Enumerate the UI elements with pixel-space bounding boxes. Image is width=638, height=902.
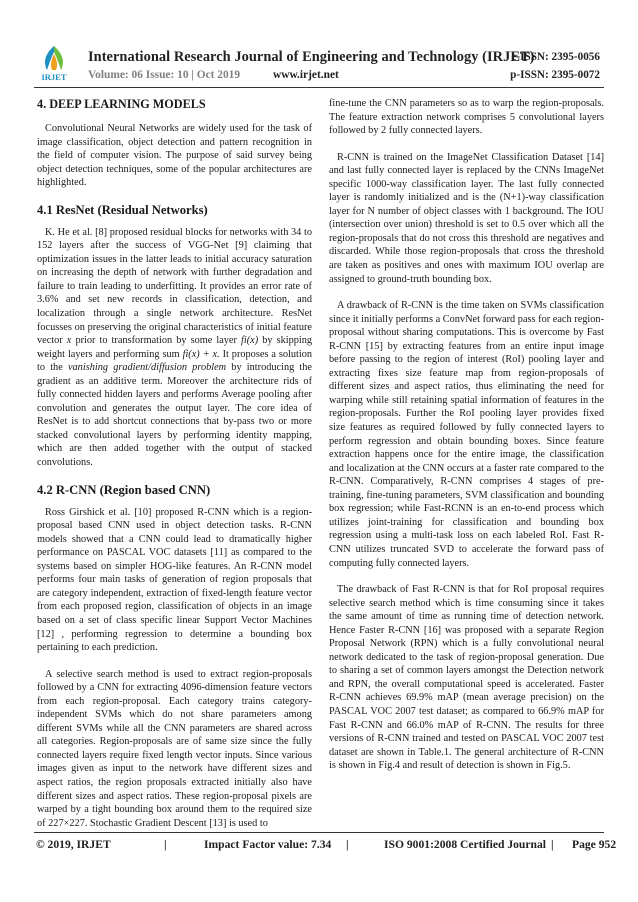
iso-certification: ISO 9001:2008 Certified Journal (384, 838, 546, 851)
impact-factor: Impact Factor value: 7.34 (204, 838, 332, 851)
footer-separator: | (164, 838, 167, 851)
page-header (0, 0, 638, 86)
fast-rcnn-paragraph: A drawback of R-CNN is the time taken on SVMs classification since it initially performs a ConvNet forward pass for each region-proposal without sharing computations. This is overcome by Fast R-CNN [15] by extracting features from an entire input image before passing to the region of interest (RoI) pooling layer and extracting fixes size feature map from region-proposals of different sizes and aspect ratios, thus eliminating the need for warping while still retaining spatial information of features in the region-proposals. Further the RoI pooling layer provides fixed size features as required followed by fully connected layers to perform regression and obtain bounding boxes. Since feature extraction happens once for the entire image, the classification and localization at the CNN occurs at a faster rate compared to the R-CNN. Comparatively, R-CNN comprises 4 stages of pre-training, fine-tuning parameters, SVM classification and bounding box regression; while Fast-RCNN is an en-to-end process which utilizes joint-training for classification and bounding box regression using a multi-task loss on each labeled RoI. Fast R-CNN utilizes truncated SVD to accelerate the forward pass of computing fully connected layers. (329, 300, 604, 569)
footer-separator: | (346, 838, 349, 851)
journal-title: International Research Journal of Engineering and Technology (IRJET) (88, 49, 535, 65)
footer-divider (34, 832, 604, 833)
volume-info: Volume: 06 Issue: 10 | Oct 2019 (88, 69, 241, 81)
intro-paragraph: Convolutional Neural Networks are widely used for the task of image classification, object detection and pattern recognition in the field of computer vision. The purpose of said survey being object detection techniques, some of the popular architectures are highlighted. (37, 123, 312, 189)
p-issn: p-ISSN: 2395-0072 (510, 69, 600, 81)
journal-website-link[interactable]: www.irjet.net (273, 69, 339, 81)
resnet-heading: 4.1 ResNet (Residual Networks) (37, 202, 208, 217)
footer-separator: | (551, 838, 554, 851)
faster-rcnn-paragraph: The drawback of Fast R-CNN is that for RoI proposal requires selective search method which is time consuming since it takes the same amount of time as running time of detection network. Hence Faster R-CNN [16] was proposed with a separate Region Proposal Network (RPN) which is a fully convolutional neural network dedicated to the task of region-proposal generation. Due to sharing a set of common layers amongst the Detection network and RPN, the overall computational speed is accelerated. Faster R-CNN achieves 69.9% mAP (mean average precision) on the PASCAL VOC 2007 test dataset; as compared to 66.9% mAP for Fast R-CNN and 66.0% mAP of R-CNN. The results for three versions of R-CNN trained and tested on PASCAL VOC 2007 test dataset are shown in Table.1. The general architecture of R-CNN is shown in Fig.4 and result of detection is shown in Fig.5. (329, 584, 604, 772)
page-footer (34, 838, 617, 856)
header-divider (34, 87, 604, 88)
rcnn-paragraph-2: A selective search method is used to extract region-proposals followed by a CNN for extracting 4096-dimension feature vectors from each region-proposal. Each category trains category-independent SVMs which do not share parameters among different SVMs while all the CNN parameters are shared across all categories. Region-proposals are of same size since the fully connected layers require fixed length vector inputs. Since various images given as input to the network have different sizes and aspect ratios, the region proposals extracted initially also have different sizes and aspect ratios. These region-proposal pixels are warped by a tight bounding box around them to the required size of 227×227. Stochastic Gradient Descent [13] is used to (37, 668, 312, 829)
resnet-paragraph: K. He et al. [8] proposed residual blocks for networks with 34 to 152 layers after the success of VGG-Net [9] claiming that optimization issues in the latter leads to initial accuracy saturation on increasing the depth of network with further degradation and failure to train leading to underfitting. It provides an error rate of 3.6% and set new records in classification, detection, and localization through a single network architecture. ResNet focusses on preserving the original characteristics of initial feature vector x prior to transformation by some layer fi(x) by skipping weight layers and performing sum fi(x) + x. It proposes a solution to the vanishing gradient/diffusion problem by introducing the gradient as an additive term. Moreover the architecture rids of fully connected hidden layers and performs Average pooling after convolution and generates the output layer. The core idea of ResNet is to add shortcut connections that by-pass two or more stacked convolutional layers by performing identity mapping, which are then added together with the output of stacked convolutions. (37, 226, 313, 469)
section-title: 4. DEEP LEARNING MODELS (37, 97, 206, 111)
rcnn-heading: 4.2 R-CNN (Region based CNN) (37, 482, 211, 497)
e-issn: e-ISSN: 2395-0056 (511, 51, 600, 63)
rcnn-paragraph-1: Ross Girshick et al. [10] proposed R-CNN which is a region-proposal based CNN used in object detection tasks. R-CNN models showed that a CNN could lead to dramatically higher performance on PASCAL VOC datasets [11] as compared to the systems based on simpler HOG-like features. An R-CNN model performs four main tasks of generation of region proposals that are category independent, extraction of fixed-length feature vector from each proposed region, classification of objects in an image based on a set of class specific linear Support Vector Machines [12] , performing regression to determine a bounding box pertaining to each prediction. (37, 506, 312, 654)
page-number: Page 952 (572, 838, 617, 851)
copyright: © 2019, IRJET (36, 838, 111, 851)
rcnn-paragraph-3: fine-tune the CNN parameters so as to warp the region-proposals. The feature extraction network comprises 5 convolutional layers followed by 2 fully connected layers. (329, 98, 604, 137)
svg-text:IRJET: IRJET (41, 72, 67, 82)
irjet-logo-icon (34, 42, 74, 82)
rcnn-training-paragraph: R-CNN is trained on the ImageNet Classification Dataset [14] and last fully connected layer is replaced by the CNNs ImageNet specific 1000-way classification layer. The last fully connected layer is randomly initialized and is the (N+1)-way classification layer for N number of object classes with 1 background. The IOU (intersection over union) threshold is set to 0.5 over which all the region-proposals that do not cross this threshold are negatives and discarded. While those region-proposals that cross the threshold are taken as positives and ones with maximum IOU overlap are assigned to ground-truth bounding box. (329, 151, 604, 285)
right-column (329, 97, 604, 786)
left-column (37, 97, 312, 843)
